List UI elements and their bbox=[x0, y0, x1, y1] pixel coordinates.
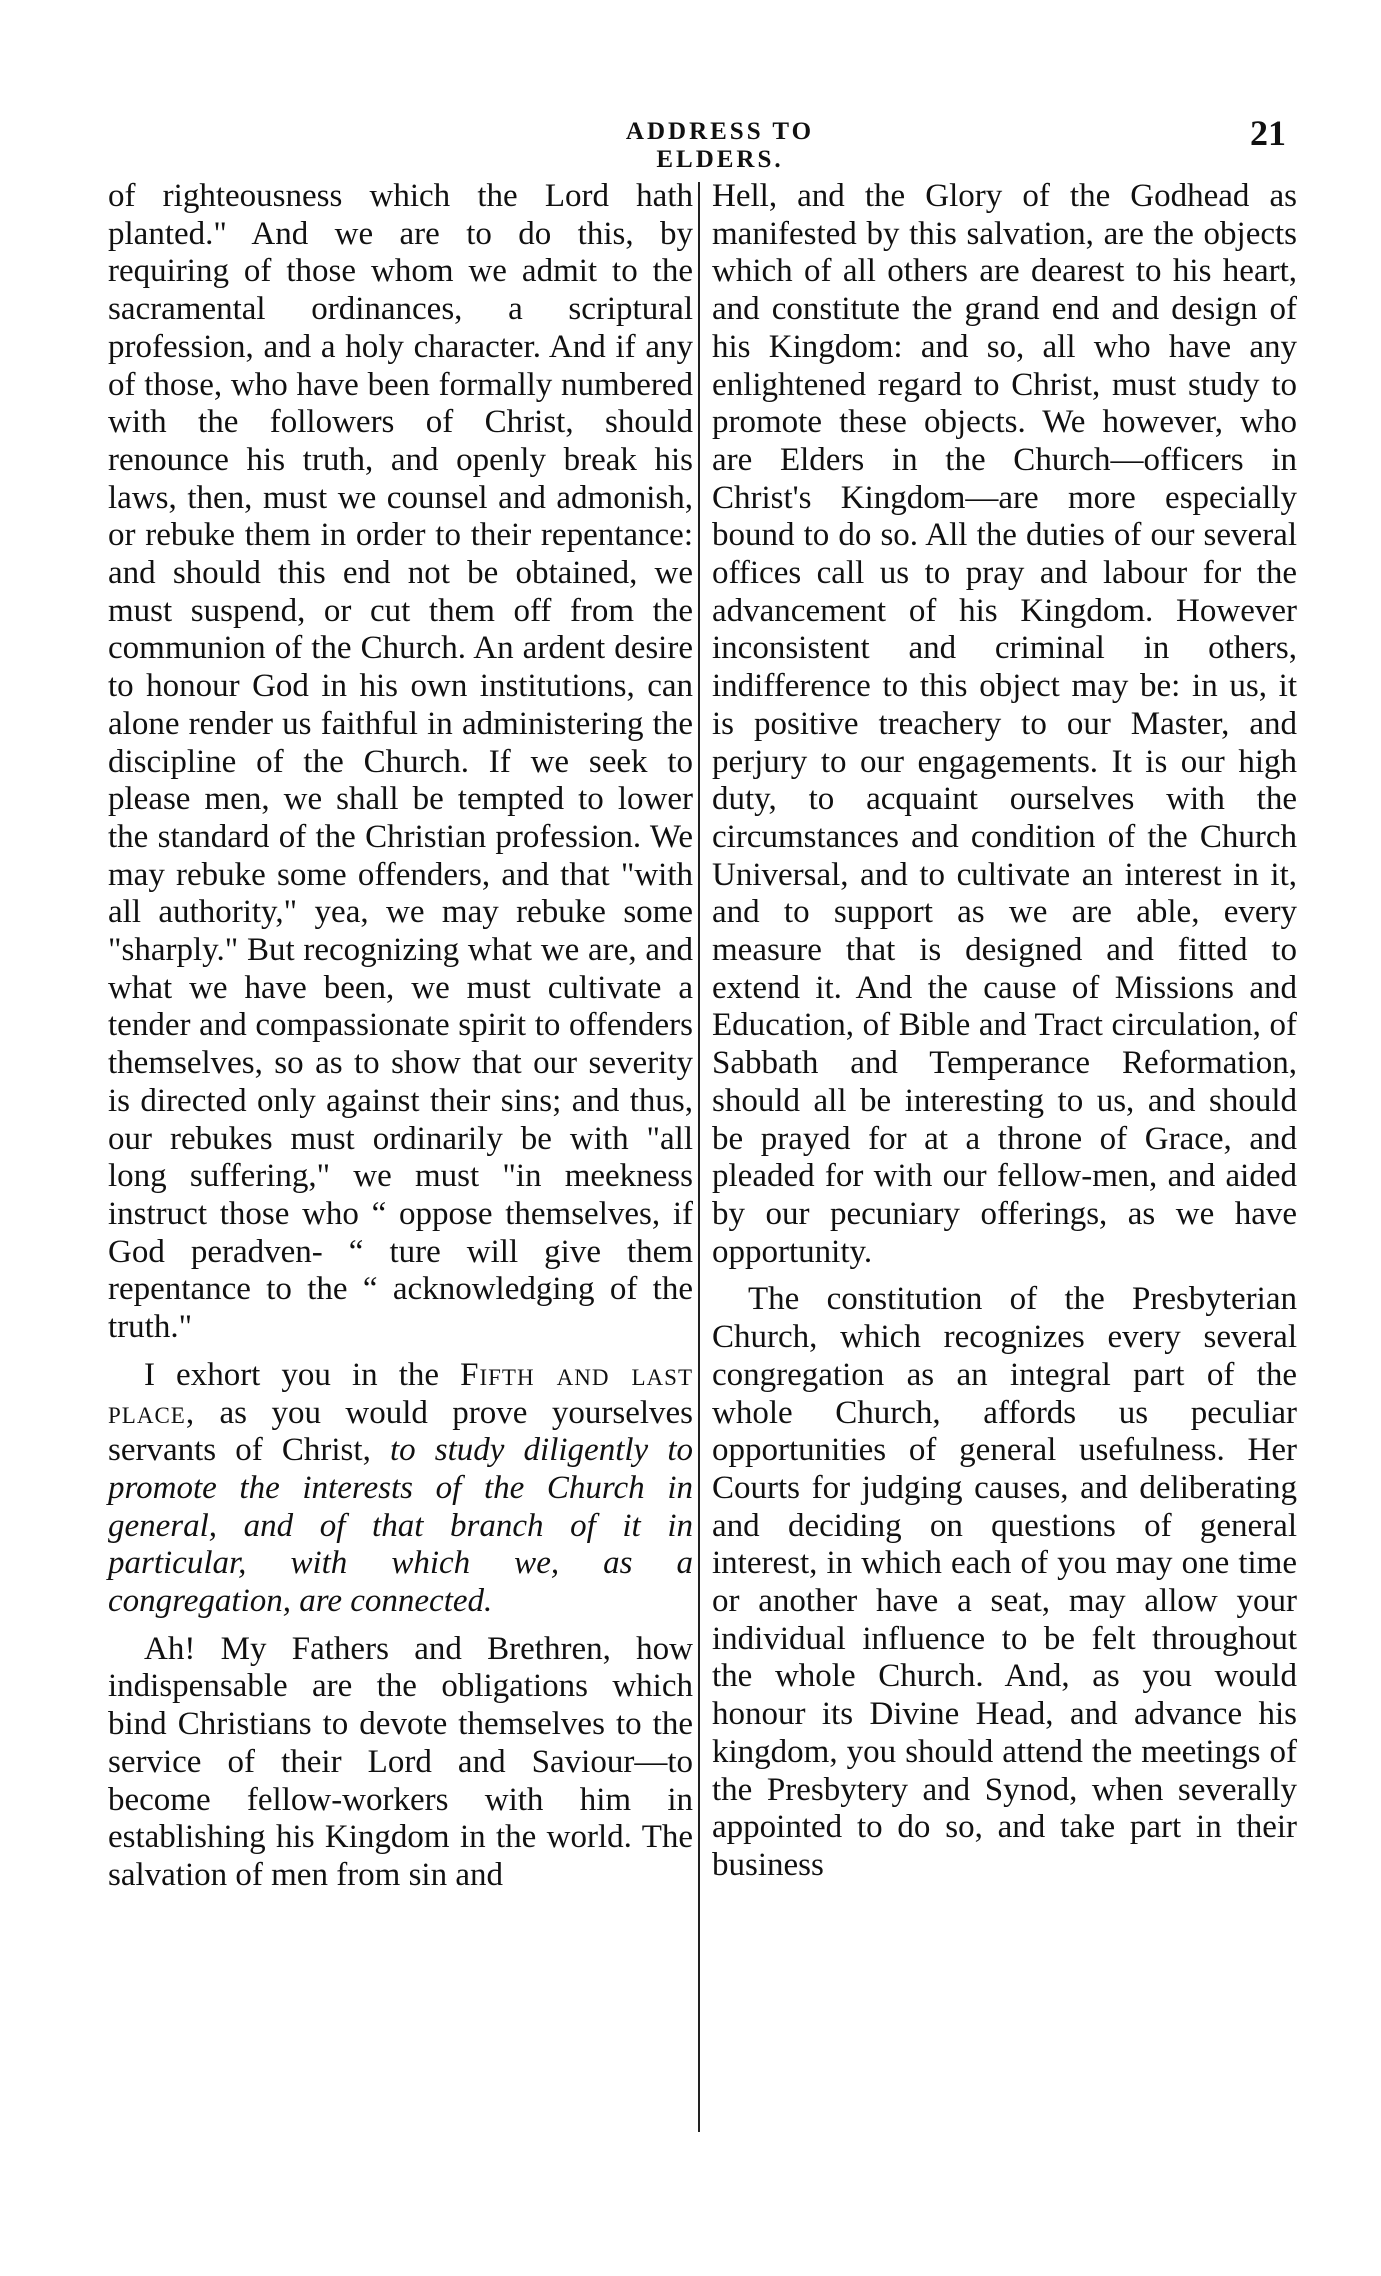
left-paragraph-1: of righteousness which the Lord hath planted." And we are to do this, by requiring of those whom we admit to the sacramental ordinances, a scriptural profession, and a holy character. And if any of those, who have been formally numbered with the followers of Christ, should renounce his truth, and openly break his laws, then, must we counsel and admonish, or rebuke them in order to their repentance: and should this end not be obtained, we must suspend, or cut them off from the communion of the Church. An ardent desire to honour God in his own institutions, can alone render us faithful in administering the discipline of the Church. If we seek to please men, we shall be tempted to lower the standard of the Christian profession. We may rebuke some offenders, and that "with all authority," yea, we may rebuke some "sharply." But recognizing what we are, and what we have been, we must cultivate a tender and compassionate spirit to offenders themselves, so as to show that our severity is directed only against their sins; and thus, our rebukes must ordinarily be with "all long suffering," we must "in meekness instruct those who “ oppose themselves, if God peradven- “ ture will give them repentance to the “ acknowledging of the truth." bbox=[108, 178, 693, 1346]
fifth-and-last-place: Fifth and last place, bbox=[108, 1356, 694, 1431]
running-title: ADDRESS TO ELDERS. bbox=[625, 118, 815, 173]
left-column bbox=[108, 178, 693, 1895]
exhort-middle: as you would prove yourselves servants of Christ, bbox=[108, 1394, 693, 1469]
left-paragraph-3: Ah! My Fathers and Brethren, how indispensable are the obligations which bind Christians to devote themselves to the service of their Lord and Saviour—to become fellow-workers with him in establishing his Kingdom in the world. The salvation of men from sin and bbox=[108, 1630, 693, 1893]
exhort-start: I exhort you in the bbox=[144, 1356, 461, 1393]
running-head bbox=[0, 113, 1381, 173]
exhort-italic: to study diligently to promote the interests of the Church in general, and of that branch of it in particular, with which we, as a congregation, are connected. bbox=[108, 1432, 693, 1620]
right-column bbox=[712, 178, 1297, 1885]
right-paragraph-1: Hell, and the Glory of the Godhead as manifested by this salvation, are the objects which of all others are dearest to his heart, and constitute the grand end and design of his Kingdom: and so, all who have any enlightened regard to Christ, must study to promote these objects. We however, who are Elders in the Church—officers in Christ's Kingdom—are more especially bound to do so. All the duties of our several offices call us to pray and labour for the advancement of his Kingdom. However inconsistent and criminal in others, indifference to this object may be: in us, it is positive treachery to our Master, and perjury to our engagements. It is our high duty, to acquaint ourselves with the circumstances and condition of the Church Universal, and to cultivate an interest in it, and to support as we are able, every measure that is designed and fitted to extend it. And the cause of Missions and Education, of Bible and Tract circulation, of Sabbath and Temperance Reformation, should all be interesting to us, and should be prayed for at a throne of Grace, and pleaded for with our fellow-men, and aided by our pecuniary offerings, as we have opportunity. bbox=[712, 178, 1297, 1270]
left-paragraph-2 bbox=[108, 1357, 693, 1621]
column-divider bbox=[698, 182, 700, 2132]
right-paragraph-2: The constitution of the Presbyterian Church, which recognizes every several congregation as an integral part of the whole Church, affords us peculiar opportunities of general usefulness. Her Courts for judging causes, and deliberating and deciding on questions of general interest, in which each of you may one time or another have a seat, may allow your individual influence to be felt throughout the whole Church. And, as you would honour its Divine Head, and advance his kingdom, you should attend the meetings of the Presbytery and Synod, when severally appointed to do so, and take part in their business bbox=[712, 1281, 1297, 1883]
page-number: 21 bbox=[1250, 113, 1286, 153]
